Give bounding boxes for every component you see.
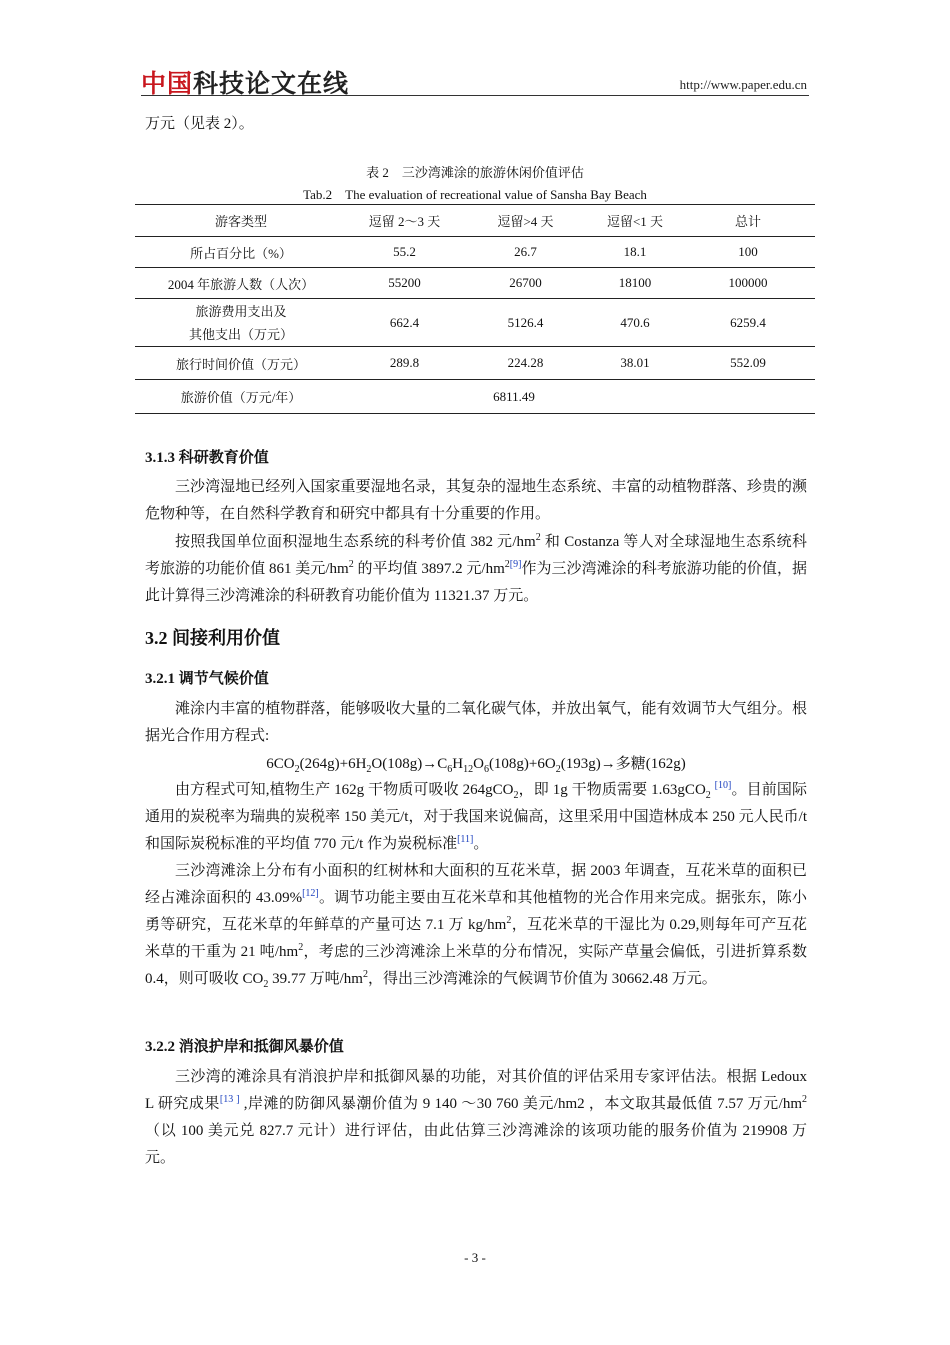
section-heading: 3.2.1 调节气候价值 bbox=[145, 671, 269, 687]
citation-link[interactable]: [13 ] bbox=[219, 1094, 240, 1105]
table-row bbox=[135, 237, 815, 268]
section-heading: 3.1.3 科研教育价值 bbox=[145, 450, 269, 466]
page-number: - 3 - bbox=[464, 1250, 486, 1265]
paragraph: 按照我国单位面积湿地生态系统的科考价值 382 元$/hm^2$ 和 Costanza 等人对全球湿地生态系统科考旅游的功能价值 861 美元$/hm^2$ 的平均值 3897.2 元/hm$^{2[9]}$作为三沙湾滩涂的科考旅游功能的价值，据此计算得三沙湾滩涂的科研教育功能价值为 11321.37 万元。 bbox=[145, 532, 808, 604]
table-cell: 55200 bbox=[388, 275, 421, 290]
table-row bbox=[135, 347, 815, 380]
table-cell: 55.2 bbox=[393, 244, 416, 259]
table-row bbox=[135, 299, 815, 347]
table-cell: 224.28 bbox=[507, 355, 544, 370]
col-header: 游客类型 bbox=[214, 214, 267, 229]
paragraph: 三沙湾的滩涂具有消浪护岸和抵御风暴的功能，对其价值的评估采用专家评估法。根据 Ledoux L 研究成果[13 ] ,岸滩的防御风暴潮价值为 9 140 ～30 760 美元/hm2 ，本文取其最低值 7.57 万元$/hm^2$（以 100 美元兑 827.7 元计）进行评估，由此估算三沙湾滩涂的该项功能的服务价值为 219908 万元。 bbox=[145, 1069, 807, 1166]
col-header: 逗留<1 天 bbox=[606, 214, 664, 229]
table-cell: 100000 bbox=[728, 275, 768, 290]
table-cell: 100 bbox=[738, 244, 758, 259]
table-cell: 所占百分比（%） bbox=[190, 245, 292, 261]
table-caption-en: Tab.2 The evaluation of recreational value of Sansha Bay Beach bbox=[303, 187, 647, 202]
table-cell: 18100 bbox=[618, 275, 652, 290]
table-cell: 6259.4 bbox=[730, 314, 766, 330]
table-header-row bbox=[135, 205, 815, 237]
intro-line: 万元（见表 2）。 bbox=[145, 116, 254, 132]
table-cell bbox=[681, 380, 815, 414]
table-cell: 旅游价值（万元/年） bbox=[180, 390, 302, 405]
section-heading: 3.2.2 消浪护岸和抵御风暴价值 bbox=[145, 1039, 344, 1055]
header-divider bbox=[141, 95, 809, 96]
table-cell bbox=[135, 299, 347, 347]
col-header: 逗留 2～3 天 bbox=[368, 214, 441, 229]
paragraph: 三沙湾湿地已经列入国家重要湿地名录，其复杂的湿地生态系统、丰富的动植物群落、珍贵的濒危物种等，在自然科学教育和研究中都具有十分重要的作用。 bbox=[145, 479, 807, 522]
equation: $6CO_2(264g)+6H_2O(108g)\to C_6H_{12}O_6(108g)+6O_2(193g)\to$多糖(162g) bbox=[266, 756, 686, 775]
table-cell: 26700 bbox=[509, 275, 542, 290]
table-cell: 5126.4 bbox=[507, 314, 544, 330]
table-cell: 旅行时间价值（万元） bbox=[175, 356, 306, 372]
table-cell: 18.1 bbox=[623, 244, 647, 259]
table-total-value: 6811.49 bbox=[493, 388, 535, 404]
col-header: 逗留>4 天 bbox=[497, 214, 554, 229]
table-cell: 2004 年旅游人数（人次） bbox=[167, 276, 315, 292]
table-cell: 289.8 bbox=[389, 355, 420, 370]
table-cell: 552.09 bbox=[730, 355, 766, 370]
table-cell: 470.6 bbox=[620, 314, 650, 330]
paragraph: 滩涂内丰富的植物群落，能够吸收大量的二氧化碳气体，并放出氧气，能有效调节大气组分。根据光合作用方程式: bbox=[145, 701, 807, 744]
table-total-row bbox=[135, 380, 815, 414]
table-cell: 38.01 bbox=[620, 355, 650, 370]
citation-link[interactable]: [10] bbox=[714, 780, 732, 791]
citation-link[interactable]: [11] bbox=[457, 834, 474, 845]
section-heading: 3.2 间接利用价值 bbox=[145, 628, 280, 648]
citation-link[interactable]: [9] bbox=[509, 559, 522, 570]
site-logo: 中国科技论文在线 bbox=[141, 69, 350, 98]
recreation-value-table bbox=[135, 204, 815, 414]
table-cell: 662.4 bbox=[389, 314, 420, 330]
cell-line: 旅游费用支出及 bbox=[195, 303, 287, 319]
cell-line: 其他支出（万元） bbox=[188, 326, 293, 342]
header-url[interactable]: http://www.paper.edu.cn bbox=[679, 77, 807, 92]
paragraph: 由方程式可知,植物生产 162g 干物质可吸收 264gCO$_2$，即 1g 干物质需要 1.63gCO$_2$ [10]。目前国际通用的炭税率为瑞典的炭税率 150 美元/t，对于我国来说偏高，这里采用中国造林成本 250 元人民币/t 和国际炭税标准的平均值 770 元/t 作为炭税标准[11]。 bbox=[145, 780, 808, 852]
paragraph: 三沙湾滩涂上分布有小面积的红树林和大面积的互花米草，据 2003 年调查，互花米草的面积已经占滩涂面积的 43.09%[12]。调节功能主要由互花米草和其他植物的光合作用来完成。据张东，陈小勇等研究，互花米草的年鲜草的产量可达 7.1 万 $kg/hm^2$，互花米草的干湿比为 0.29,则每年可产互花米草的干重为 21 吨$/hm^2$，考虑的三沙湾滩涂上米草的分布情况，实际产草量会偏低，引进折算系数 0.4，则可吸收 $CO_2$ 39.77 万吨$/hm^2$，得出三沙湾滩涂的气候调节价值为 30662.48 万元。 bbox=[145, 863, 807, 990]
table-caption-cn: 表 2 三沙湾滩涂的旅游休闲价值评估 bbox=[366, 165, 584, 180]
table-cell: 26.7 bbox=[514, 244, 537, 259]
table-row bbox=[135, 268, 815, 299]
col-header: 总计 bbox=[734, 214, 761, 229]
citation-link[interactable]: [12] bbox=[302, 888, 319, 899]
